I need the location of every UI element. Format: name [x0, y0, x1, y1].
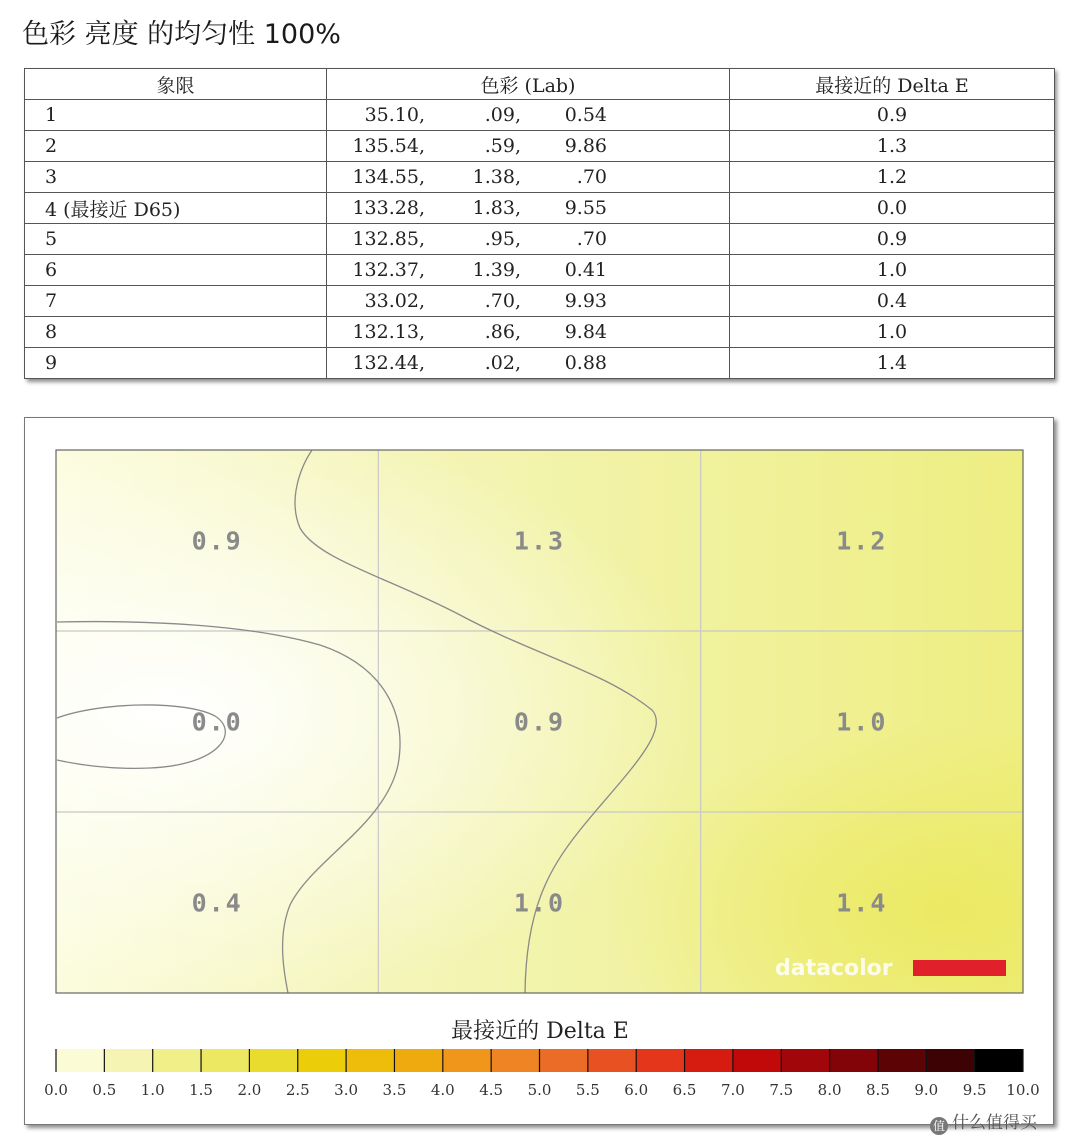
- colorbar-segment: [733, 1049, 782, 1072]
- colorbar-tick-label: 8.0: [817, 1081, 842, 1099]
- lab-b-value: .70: [576, 166, 607, 188]
- lab-a-value: .86,: [484, 321, 521, 343]
- zone-cell: 8: [25, 317, 327, 348]
- colorbar-segment: [878, 1049, 927, 1072]
- zone-cell: 2: [25, 131, 327, 162]
- colorbar-segment: [298, 1049, 347, 1072]
- colorbar-tick-label: 6.5: [672, 1081, 697, 1099]
- colorbar-segment: [926, 1049, 975, 1072]
- colorbar-segment: [636, 1049, 685, 1072]
- watermark-text: 什么值得买: [952, 1113, 1037, 1133]
- colorbar-segment: [975, 1049, 1024, 1072]
- lab-a-value: .09,: [484, 104, 521, 126]
- colorbar-segment: [588, 1049, 637, 1072]
- datacolor-logo: datacolor: [775, 956, 893, 981]
- zone-cell: 5: [25, 224, 327, 255]
- colorbar-tick-label: 0.5: [92, 1081, 117, 1099]
- colorbar-tick-label: 5.0: [527, 1081, 552, 1099]
- lab-l-value: 132.85,: [352, 228, 425, 250]
- colorbar-tick-label: 3.5: [382, 1081, 407, 1099]
- lab-l-value: 33.02,: [364, 290, 425, 312]
- lab-a-value: 1.38,: [472, 166, 521, 188]
- cell-value-label: 1.0: [513, 888, 566, 918]
- delta-e-cell: 1.3: [730, 131, 1055, 162]
- colorbar-tick-label: 2.0: [237, 1081, 262, 1099]
- lab-b-value: 0.88: [564, 352, 607, 374]
- watermark-badge-icon: 值: [930, 1117, 948, 1135]
- colorbar-segment: [201, 1049, 250, 1072]
- lab-a-value: .70,: [484, 290, 521, 312]
- lab-l-value: 132.44,: [352, 352, 425, 374]
- colorbar-tick-label: 1.0: [140, 1081, 165, 1099]
- lab-b-value: 9.86: [564, 135, 607, 157]
- colorbar-segment: [443, 1049, 492, 1072]
- cell-value-label: 0.9: [513, 707, 566, 737]
- zone-cell: 3: [25, 162, 327, 193]
- delta-e-cell: 1.2: [730, 162, 1055, 193]
- cell-value-label: 0.9: [191, 526, 243, 556]
- lab-b-value: 0.41: [564, 259, 607, 281]
- lab-l-value: 132.37,: [352, 259, 425, 281]
- colorbar-segment: [249, 1049, 298, 1072]
- header-lab: 色彩 (Lab): [327, 69, 730, 100]
- colorbar-tick-label: 8.5: [866, 1081, 890, 1099]
- cell-value-label: 1.4: [836, 888, 888, 918]
- delta-e-cell: 1.0: [730, 317, 1055, 348]
- lab-l-value: 35.10,: [364, 104, 425, 126]
- lab-l-value: 135.54,: [352, 135, 425, 157]
- colorbar-tick-label: 10.0: [1006, 1081, 1040, 1099]
- colorbar-tick-label: 7.0: [720, 1081, 745, 1099]
- header-delta-e: 最接近的 Delta E: [730, 69, 1055, 100]
- delta-e-cell: 0.9: [730, 100, 1055, 131]
- header-zone: 象限: [25, 69, 327, 100]
- datacolor-logo-bar: [913, 960, 1006, 976]
- cell-value-label: 1.3: [513, 526, 566, 556]
- lab-l-value: 133.28,: [352, 197, 425, 219]
- colorbar-tick-label: 7.5: [769, 1081, 794, 1099]
- lab-a-value: .95,: [484, 228, 521, 250]
- lab-a-value: 1.83,: [472, 197, 521, 219]
- delta-e-cell: 1.0: [730, 255, 1055, 286]
- watermark: [930, 1108, 1037, 1135]
- zone-cell: 6: [25, 255, 327, 286]
- lab-b-value: 9.55: [564, 197, 607, 219]
- lab-a-value: .02,: [484, 352, 521, 374]
- colorbar-segment: [491, 1049, 540, 1072]
- page-title: 色彩 亮度 的均匀性 100%: [22, 19, 341, 50]
- delta-e-cell: 0.9: [730, 224, 1055, 255]
- colorbar-tick-label: 9.5: [962, 1081, 987, 1099]
- zone-cell: 4 (最接近 D65): [25, 193, 327, 224]
- colorbar-tick-label: 2.5: [285, 1081, 310, 1099]
- colorbar-segment: [685, 1049, 734, 1072]
- colorbar-tick-label: 9.0: [914, 1081, 939, 1099]
- lab-b-value: 9.93: [564, 290, 607, 312]
- zone-cell: 1: [25, 100, 327, 131]
- colorbar-segment: [540, 1049, 589, 1072]
- colorbar-tick-label: 4.5: [479, 1081, 504, 1099]
- colorbar-segment: [104, 1049, 153, 1072]
- cell-value-label: 0.4: [191, 888, 243, 918]
- colorbar-segment: [153, 1049, 202, 1072]
- delta-e-cell: 0.4: [730, 286, 1055, 317]
- colorbar-segment: [830, 1049, 879, 1072]
- colorbar-segment: [394, 1049, 443, 1072]
- lab-l-value: 134.55,: [352, 166, 425, 188]
- colorbar-tick-label: 4.0: [430, 1081, 455, 1099]
- delta-e-cell: 0.0: [730, 193, 1055, 224]
- cell-value-label: 1.2: [836, 526, 888, 556]
- colorbar-tick-label: 1.5: [189, 1081, 213, 1099]
- lab-b-value: .70: [576, 228, 607, 250]
- cell-value-label: 0.0: [191, 707, 243, 737]
- lab-b-value: 9.84: [564, 321, 607, 343]
- delta-e-cell: 1.4: [730, 348, 1055, 379]
- zone-cell: 7: [25, 286, 327, 317]
- lab-a-value: 1.39,: [472, 259, 521, 281]
- zone-cell: 9: [25, 348, 327, 379]
- colorbar-label: 最接近的 Delta E: [451, 1019, 629, 1044]
- lab-b-value: 0.54: [564, 104, 607, 126]
- colorbar-segment: [56, 1049, 105, 1072]
- lab-a-value: .59,: [484, 135, 521, 157]
- colorbar-tick-label: 6.0: [624, 1081, 649, 1099]
- colorbar-segment: [781, 1049, 830, 1072]
- colorbar-tick-label: 5.5: [575, 1081, 600, 1099]
- lab-l-value: 132.13,: [352, 321, 425, 343]
- colorbar-tick-label: 0.0: [44, 1081, 68, 1099]
- colorbar-tick-label: 3.0: [334, 1081, 359, 1099]
- cell-value-label: 1.0: [836, 707, 888, 737]
- colorbar-segment: [346, 1049, 395, 1072]
